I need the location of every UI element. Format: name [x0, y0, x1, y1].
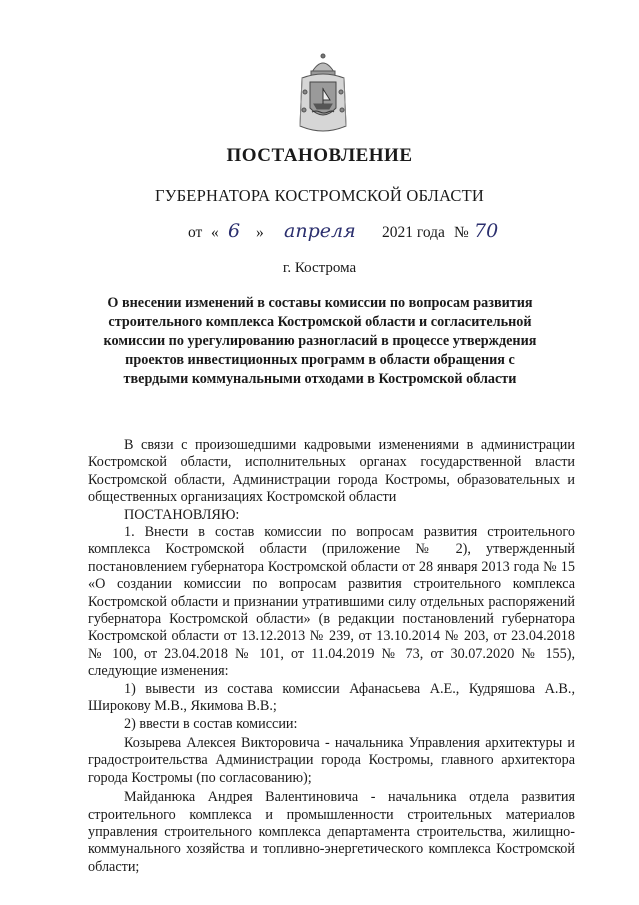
- coat-of-arms-emblem: [296, 52, 350, 136]
- paragraph-member-kozyrev: Козырева Алексея Викторовича - начальника Управления архитектуры и градостроительства Администрации города Костромы, главного архитектора города Костромы (по согласованию);: [88, 734, 575, 786]
- paragraph-preamble: В связи с произошедшими кадровыми изменениями в администрации Костромской области, исполнительных органах государственной власти Костромской области, Администрации города Костромы, образовательных и общественных организациях Костромской области: [88, 437, 575, 506]
- date-day: 6: [228, 220, 241, 242]
- date-year: 2021 года: [382, 224, 445, 241]
- document-heading: О внесении изменений в составы комиссии по вопросам развития строительного комплекса Костромской области и согласительной комиссии по урегулированию разногласий в процессе утверждения проектов инвестиционных программ в области обращения с твердыми коммунальными отходами в Костромской области: [103, 295, 537, 387]
- quote-close: »: [256, 224, 264, 241]
- document-body: [88, 437, 575, 876]
- issuing-authority: ГУБЕРНАТОРА КОСТРОМСКОЙ ОБЛАСТИ: [155, 186, 484, 205]
- paragraph-item-1: 1. Внести в состав комиссии по вопросам развития строительного комплекса Костромской области (приложение № 2), утвержденный постановлением губернатора Костромской области от 28 января 2013 года № 15 «О создании комиссии по вопросам развития строительного комплекса Костромской области и признании утратившими силу отдельных распоряжений губернатора Костромской области» (в редакции постановлений губернатора Костромской области от 13.12.2013 № 239, от 13.10.2014 № 203, от 23.04.2018 № 100, от 23.04.2018 № 101, от 11.04.2019 № 73, от 30.07.2020 № 155), следующие изменения:: [88, 524, 575, 680]
- quote-open: «: [211, 224, 219, 241]
- city: г. Кострома: [282, 260, 357, 276]
- paragraph-resolve: ПОСТАНОВЛЯЮ:: [124, 506, 240, 523]
- date-prefix: от: [188, 224, 203, 241]
- document-title: ПОСТАНОВЛЕНИЕ: [226, 145, 413, 166]
- paragraph-member-maidanyuk: Майданюка Андрея Валентиновича - начальника отдела развития строительного комплекса и промышленности строительных материалов управления строительного комплекса департамента строительства, жилищно-коммунального хозяйства и топливно-энергетического комплекса Костромской области;: [88, 789, 575, 875]
- paragraph-add-members: 2) ввести в состав комиссии:: [124, 715, 298, 732]
- date-month: апреля: [284, 220, 356, 242]
- paragraph-remove-members: 1) вывести из состава комиссии Афанасьева А.Е., Кудряшова А.В., Широкову М.В., Якимова В.В.;: [88, 680, 575, 715]
- number-sign: №: [454, 224, 469, 241]
- document-number: 70: [474, 220, 499, 242]
